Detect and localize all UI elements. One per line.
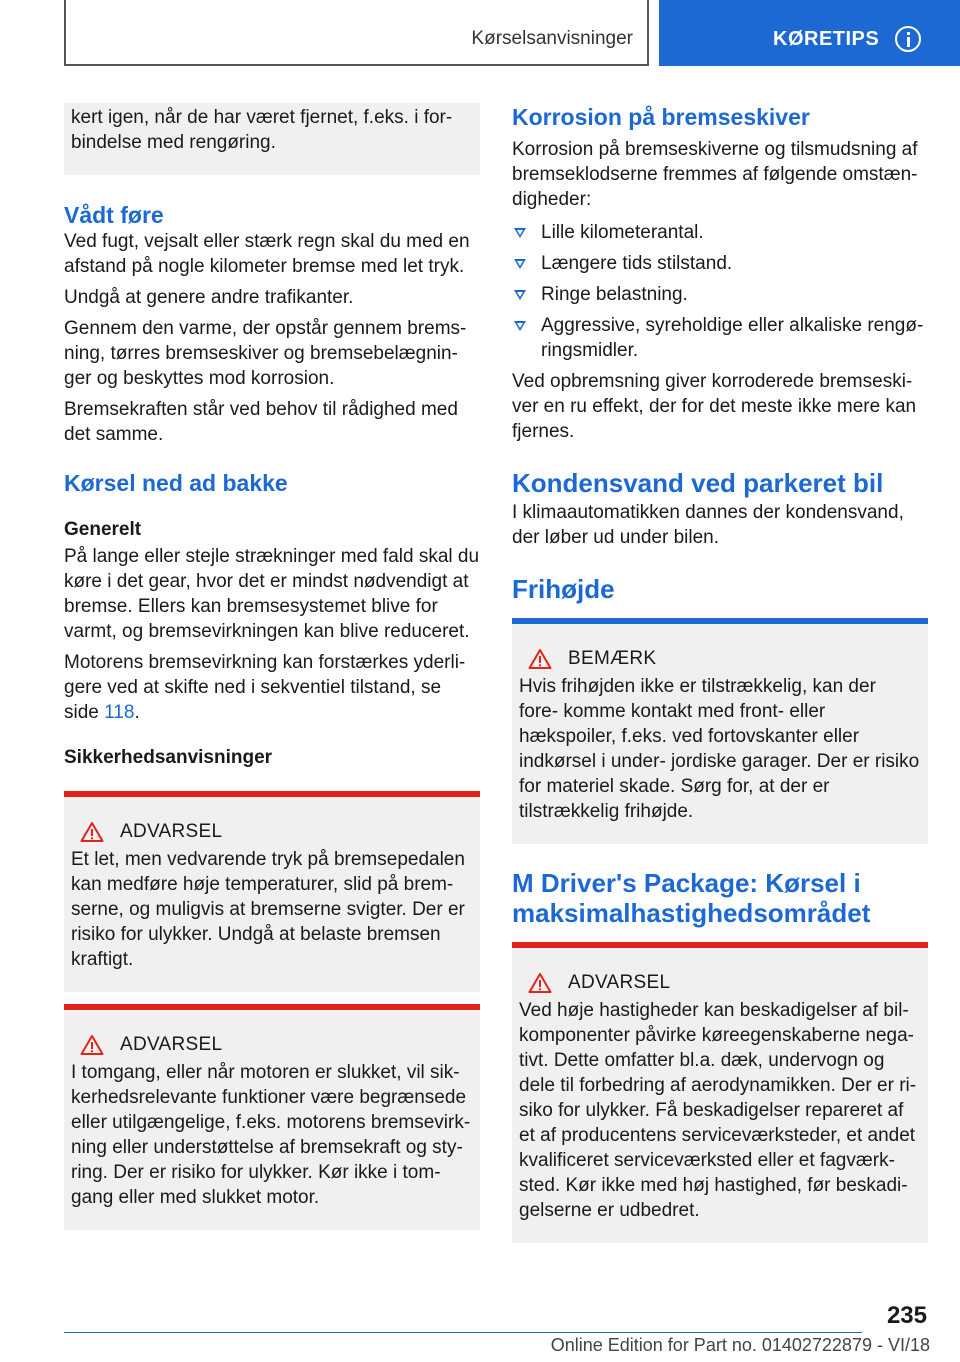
page-reference-link[interactable]: 118 bbox=[104, 702, 135, 723]
list-item: Lille kilometerantal. bbox=[512, 220, 928, 245]
header-section-tab bbox=[64, 0, 649, 66]
clearance-heading: Frihøjde bbox=[512, 574, 615, 604]
list-item: Ringe belastning. bbox=[512, 282, 928, 307]
warning-box-1 bbox=[64, 791, 480, 992]
list-item: Aggressive, syreholdige eller alkaliske rengø- ringsmidler. bbox=[512, 313, 928, 363]
warning-header bbox=[71, 1034, 472, 1056]
mdriver-heading: M Driver's Package: Kørsel i maksimalhastighedsområdet bbox=[512, 868, 871, 928]
warning-label: ADVARSEL bbox=[120, 1034, 223, 1055]
continued-box bbox=[64, 103, 480, 175]
warning-box-2 bbox=[64, 1004, 480, 1230]
wet-p2: Undgå at genere andre trafikanter. bbox=[64, 287, 354, 308]
general-subheading: Generelt bbox=[64, 519, 142, 540]
wet-heading: Vådt føre bbox=[64, 202, 164, 228]
warning-triangle-icon bbox=[528, 648, 552, 670]
warning-box-3 bbox=[512, 942, 928, 1243]
right-column bbox=[512, 103, 928, 1243]
warning-text: Ved høje hastigheder kan beskadigelser af bil- komponenter påvirke køreegenskaberne nega- tivt. Dette omfatter bl.a. dæk, undervogn og dele til forbedring af aerodynamikken. Der er ri- siko for ulykker. Få beskadigelser repareret af et af producentens serviceværksteder, et andet kvalificeret serviceværksted eller et fagværk- sted. Kør ikke med høj hastighed, før beskadi- gelserne er udbedret. bbox=[519, 1000, 917, 1221]
left-column bbox=[64, 103, 480, 1230]
info-icon bbox=[895, 26, 921, 52]
corrosion-outro: Ved opbremsning giver korroderede bremseski- ver en ru effekt, der for det meste ikke mere kan fjernes. bbox=[512, 371, 917, 442]
corrosion-list bbox=[512, 220, 928, 363]
condensation-text: I klimaautomatikken dannes der kondensvand, der løber ud under bilen. bbox=[512, 502, 904, 548]
header-chapter-tab[interactable] bbox=[659, 0, 960, 66]
corrosion-intro: Korrosion på bremseskiverne og tilsmudsning af bremseklodserne fremmes af følgende omstæn- digheder: bbox=[512, 139, 918, 210]
page-number: 235 bbox=[886, 1302, 927, 1329]
condensation-heading: Kondensvand ved parkeret bil bbox=[512, 468, 884, 498]
wet-p4: Bremsekraften står ved behov til rådighed med det samme. bbox=[64, 399, 458, 445]
note-box bbox=[512, 618, 928, 844]
wet-p1: Ved fugt, vejsalt eller stærk regn skal du med en afstand på nogle kilometer bremse med let tryk. bbox=[64, 231, 470, 277]
downhill-heading: Kørsel ned ad bakke bbox=[64, 470, 288, 496]
chapter-label: KØRETIPS bbox=[773, 28, 880, 50]
safety-subheading: Sikkerhedsanvisninger bbox=[64, 747, 273, 768]
downhill-p1: På lange eller stejle strækninger med fald skal du køre i det gear, hvor det er mindst nødvendigt at bremse. Ellers kan bremsesystemet blive for varmt, og bremsevirkningen kan blive reduceret. bbox=[64, 546, 480, 642]
note-text: Hvis frihøjden ikke er tilstrækkelig, kan der fore- komme kontakt med front- eller hækspoiler, f.eks. ved fortovskanter eller indkørsel i under- jordiske garager. Der er risiko for materiel skade. Sørg for, at der er tilstrækkelig frihøjde. bbox=[519, 676, 920, 822]
wet-p3: Gennem den varme, der opstår gennem brems- ning, tørres bremseskiver og bremsebelægnin- ger og beskyttes mod korrosion. bbox=[64, 318, 467, 389]
note-header bbox=[519, 648, 920, 670]
warning-header bbox=[71, 821, 472, 843]
downhill-p2-suffix: . bbox=[134, 702, 140, 723]
warning-label: ADVARSEL bbox=[120, 821, 223, 842]
note-label: BEMÆRK bbox=[568, 648, 657, 669]
triangle-bullet-icon bbox=[514, 290, 526, 300]
warning-triangle-icon bbox=[80, 821, 104, 843]
section-title: Kørselsanvisninger bbox=[471, 28, 633, 49]
warning-label: ADVARSEL bbox=[568, 972, 671, 993]
warning-text: Et let, men vedvarende tryk på bremsepedalen kan medføre høje temperaturer, slid på brem- serne, og muligvis at bremserne svigter. Der er risiko for ulykker. Undgå at belaste bremsen kraftigt. bbox=[71, 849, 465, 970]
triangle-bullet-icon bbox=[514, 228, 526, 238]
warning-text: I tomgang, eller når motoren er slukket, vil sik- kerhedsrelevante funktioner være begrænsede eller utilgængelige, f.eks. motorens bremsevirk- ning eller understøttelse af bremsekraft og sty- ring. Der er risiko for ulykker. Kør ikke i tom- gang eller med slukket motor. bbox=[71, 1062, 471, 1208]
warning-header bbox=[519, 972, 920, 994]
list-item: Længere tids stilstand. bbox=[512, 251, 928, 276]
footer-divider bbox=[64, 1332, 862, 1333]
warning-triangle-icon bbox=[80, 1034, 104, 1056]
downhill-p2-text: Motorens bremsevirkning kan forstærkes yderli- gere ved at skifte ned i sekventiel tilstand, se side bbox=[64, 652, 466, 723]
warning-triangle-icon bbox=[528, 972, 552, 994]
edition-footer: Online Edition for Part no. 01402722879 - VI/18 bbox=[550, 1335, 930, 1355]
corrosion-heading: Korrosion på bremseskiver bbox=[512, 104, 810, 130]
continued-text: kert igen, når de har været fjernet, f.eks. i for- bindelse med rengøring. bbox=[71, 107, 453, 153]
triangle-bullet-icon bbox=[514, 259, 526, 269]
downhill-p2 bbox=[64, 650, 480, 725]
triangle-bullet-icon bbox=[514, 321, 526, 331]
